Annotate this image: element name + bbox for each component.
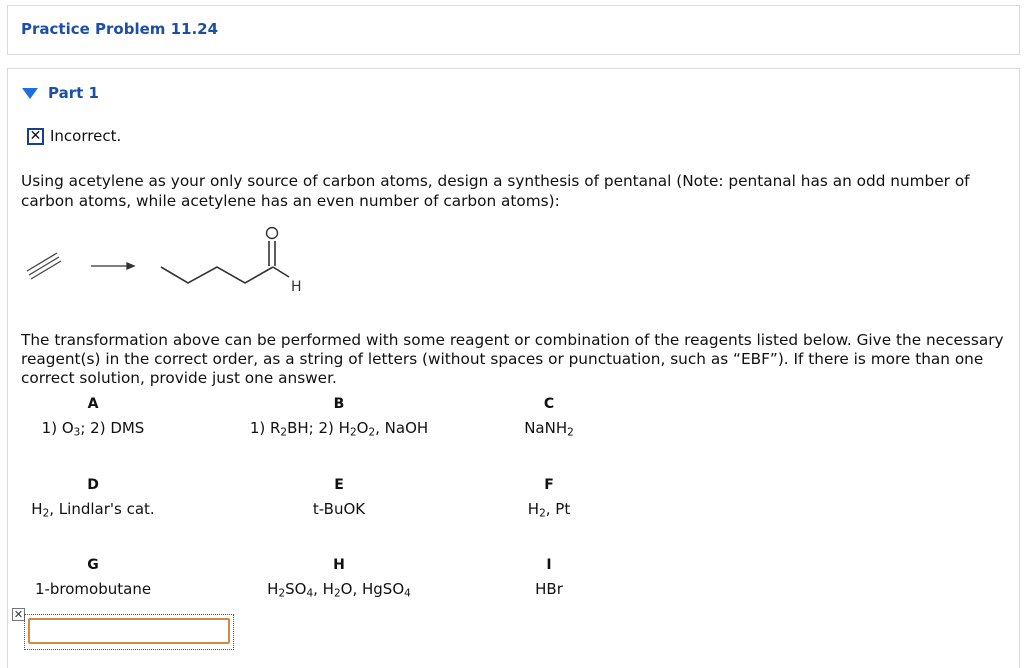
problem-title-panel [7,5,1020,55]
question-text: Using acetylene as your only source of carbon atoms, design a synthesis of pentanal (Note: pentanal has an odd number of carbon atoms, while acetylene has an even number of carbon atoms): [21,172,970,210]
triangle-down-icon[interactable] [22,88,38,99]
reagent-value-a: 1) $O_3$; 2) DMS [41,419,145,439]
answer-input[interactable] [28,618,230,644]
part-panel [7,68,1020,668]
reagent-letter-c: C [543,396,555,412]
acetylene-structure [27,253,61,279]
feedback-text: Incorrect. [50,127,122,145]
reagent-value-g: 1-bromobutane [34,580,152,598]
part-toggle[interactable] [22,84,99,102]
reaction-scheme [23,219,323,299]
problem-title: Practice Problem 11.24 [21,20,219,38]
reagent-letter-f: F [544,477,554,493]
reagent-value-e: t-BuOK [312,500,366,518]
answer-field-wrapper [24,614,234,650]
reagent-value-b: 1) $R_2BH$; 2) $H_2O_2$, NaOH [249,419,429,439]
reagent-value-f: $H_2$, Pt [527,500,571,520]
reagent-value-h: $H_2SO_4$, $H_2O$, HgSO$_4$ [267,580,411,600]
reagent-letter-b: B [333,396,345,412]
reagent-value-d: $H_2$, Lindlar's cat. [31,500,155,520]
reaction-arrow [91,263,134,269]
reagent-letter-a: A [87,396,99,412]
part-label: Part 1 [48,84,99,102]
reagent-value-i: HBr [535,580,563,598]
aldehyde-hydrogen-label: H [291,279,302,295]
reagent-letter-d: D [87,477,99,493]
feedback-incorrect [27,127,121,145]
reagent-letter-e: E [334,477,344,493]
reagent-letter-g: G [87,557,99,573]
x-small-icon: ✕ [13,608,24,621]
instructions-text: The transformation above can be performed with some reagent or combination of the reagents listed below. Give the necessary reagent(s) in the correct order, as a string of letters (without spaces or punctuation, such as “EBF”). If there is more than one correct solution, provide just one answer. [21,331,1004,387]
pentanal-structure [161,228,289,284]
x-box-icon: ✕ [27,128,44,145]
reagent-letter-h: H [333,557,345,573]
reagent-letter-i: I [546,557,552,573]
reagent-value-c: NaNH$_2$ [524,419,574,439]
